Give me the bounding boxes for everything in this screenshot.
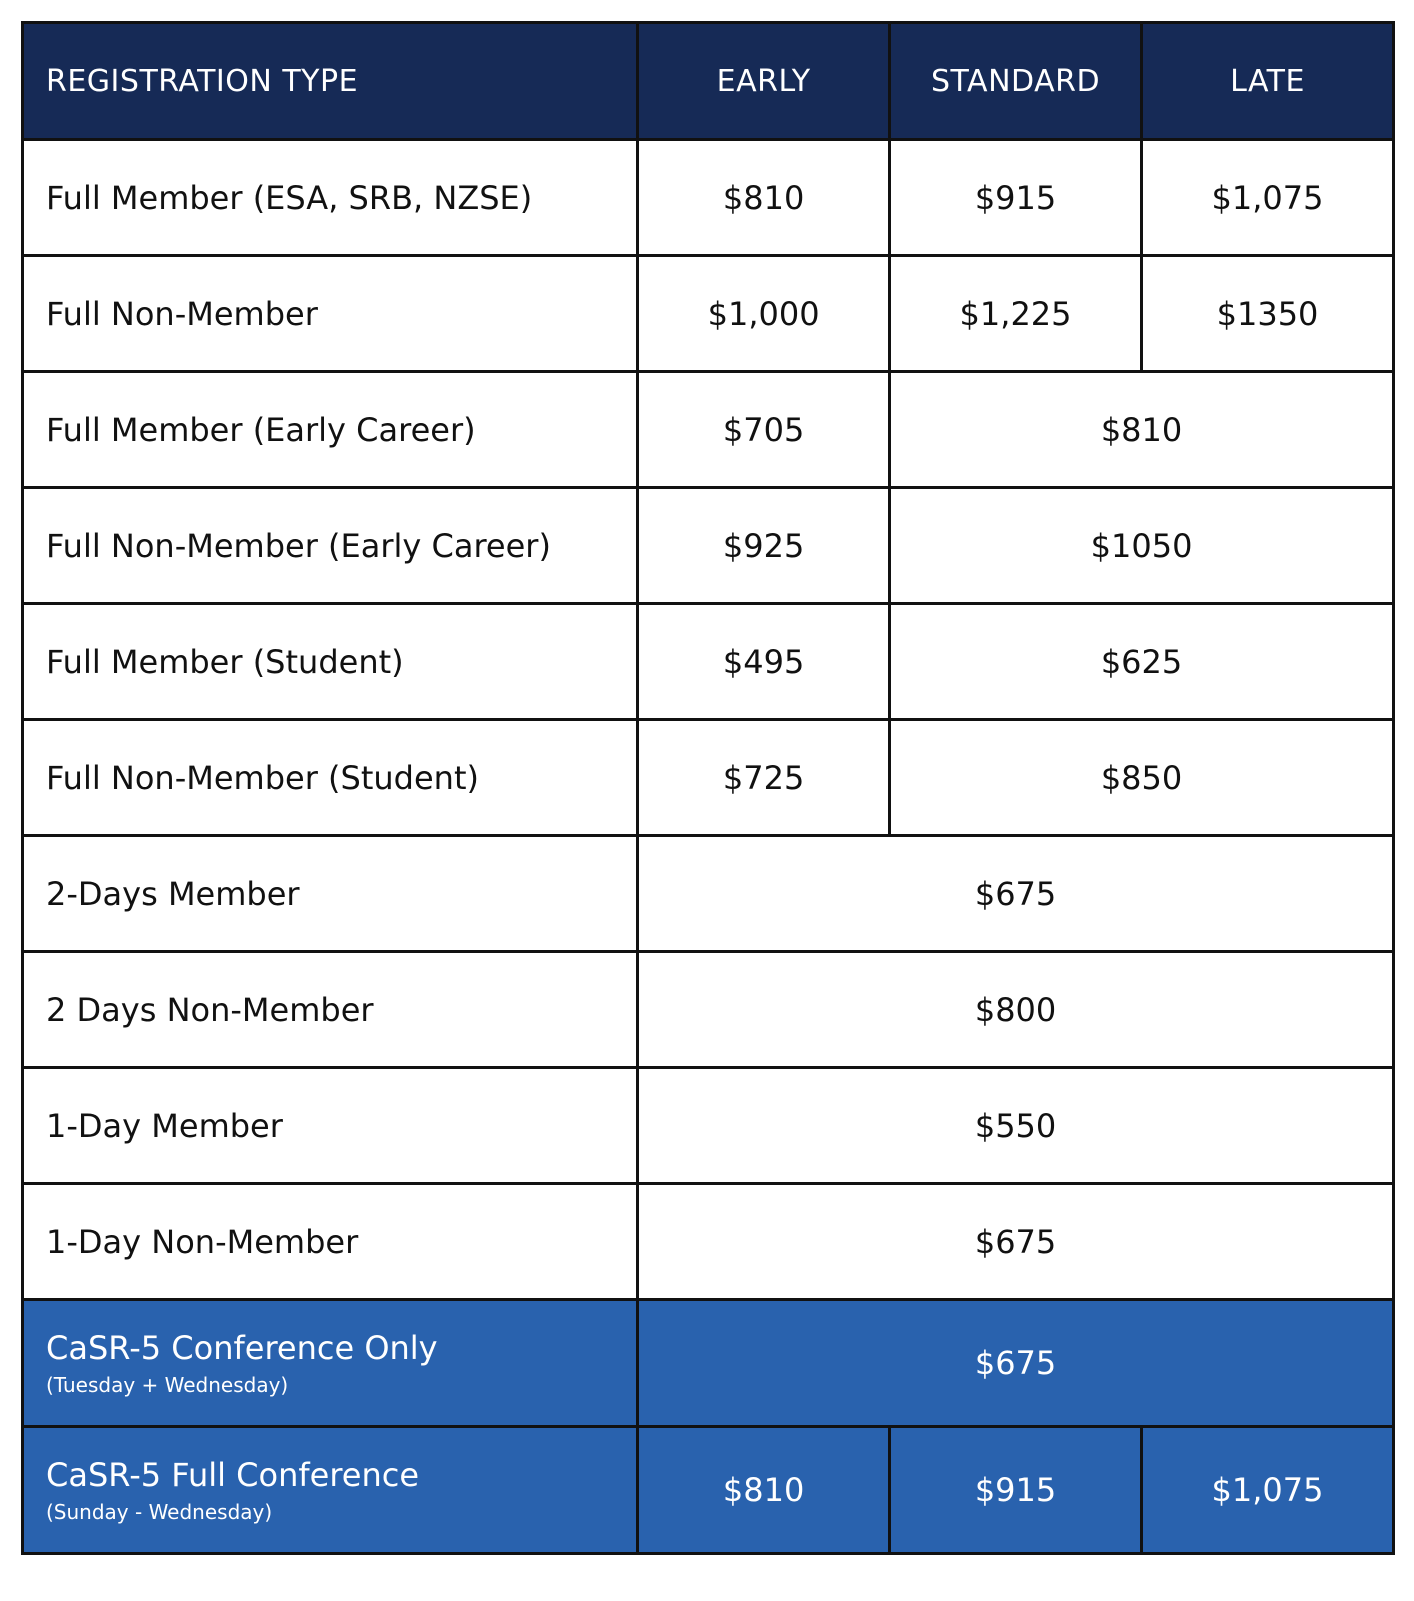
price-late: $1350 xyxy=(1142,256,1394,372)
row-label: 1-Day Non-Member xyxy=(23,1184,638,1300)
table-row xyxy=(23,488,1394,604)
row-label: CaSR-5 Full Conference xyxy=(46,1456,420,1494)
header-early: EARLY xyxy=(638,23,890,140)
table-row-highlight xyxy=(23,1300,1394,1427)
row-sublabel: (Sunday - Wednesday) xyxy=(46,1500,273,1524)
header-standard: STANDARD xyxy=(890,23,1142,140)
table-row xyxy=(23,372,1394,488)
table-row xyxy=(23,140,1394,256)
row-label: Full Non-Member (Student) xyxy=(23,720,638,836)
price-standard: $1,225 xyxy=(890,256,1142,372)
row-label: Full Non-Member xyxy=(23,256,638,372)
price-late: $1,075 xyxy=(1142,140,1394,256)
price-early: $925 xyxy=(638,488,890,604)
row-label: CaSR-5 Conference Only xyxy=(46,1329,438,1367)
table-row xyxy=(23,836,1394,952)
table-row xyxy=(23,720,1394,836)
header-late: LATE xyxy=(1142,23,1394,140)
price-standard-late: $850 xyxy=(890,720,1394,836)
price-all: $800 xyxy=(638,952,1394,1068)
price-early: $705 xyxy=(638,372,890,488)
price-standard-late: $1050 xyxy=(890,488,1394,604)
row-label: Full Member (Early Career) xyxy=(23,372,638,488)
price-early: $810 xyxy=(638,140,890,256)
table-row xyxy=(23,1184,1394,1300)
price-all: $675 xyxy=(638,1300,1394,1427)
table-row-highlight xyxy=(23,1427,1394,1554)
price-standard: $915 xyxy=(890,1427,1142,1554)
row-label-cell xyxy=(23,1427,638,1554)
row-label: Full Member (Student) xyxy=(23,604,638,720)
price-standard-late: $625 xyxy=(890,604,1394,720)
table-header-row xyxy=(23,23,1394,140)
header-registration-type: REGISTRATION TYPE xyxy=(23,23,638,140)
row-label: 2-Days Member xyxy=(23,836,638,952)
price-early: $810 xyxy=(638,1427,890,1554)
price-standard-late: $810 xyxy=(890,372,1394,488)
row-label: 2 Days Non-Member xyxy=(23,952,638,1068)
table-row xyxy=(23,952,1394,1068)
row-label: 1-Day Member xyxy=(23,1068,638,1184)
table-row xyxy=(23,604,1394,720)
row-label-cell xyxy=(23,1300,638,1427)
table-row xyxy=(23,1068,1394,1184)
price-late: $1,075 xyxy=(1142,1427,1394,1554)
price-standard: $915 xyxy=(890,140,1142,256)
price-all: $675 xyxy=(638,836,1394,952)
row-label: Full Non-Member (Early Career) xyxy=(23,488,638,604)
row-label: Full Member (ESA, SRB, NZSE) xyxy=(23,140,638,256)
price-early: $1,000 xyxy=(638,256,890,372)
price-early: $725 xyxy=(638,720,890,836)
table-row xyxy=(23,256,1394,372)
price-all: $675 xyxy=(638,1184,1394,1300)
registration-pricing-table xyxy=(21,21,1395,1555)
row-sublabel: (Tuesday + Wednesday) xyxy=(46,1373,289,1397)
price-early: $495 xyxy=(638,604,890,720)
price-all: $550 xyxy=(638,1068,1394,1184)
